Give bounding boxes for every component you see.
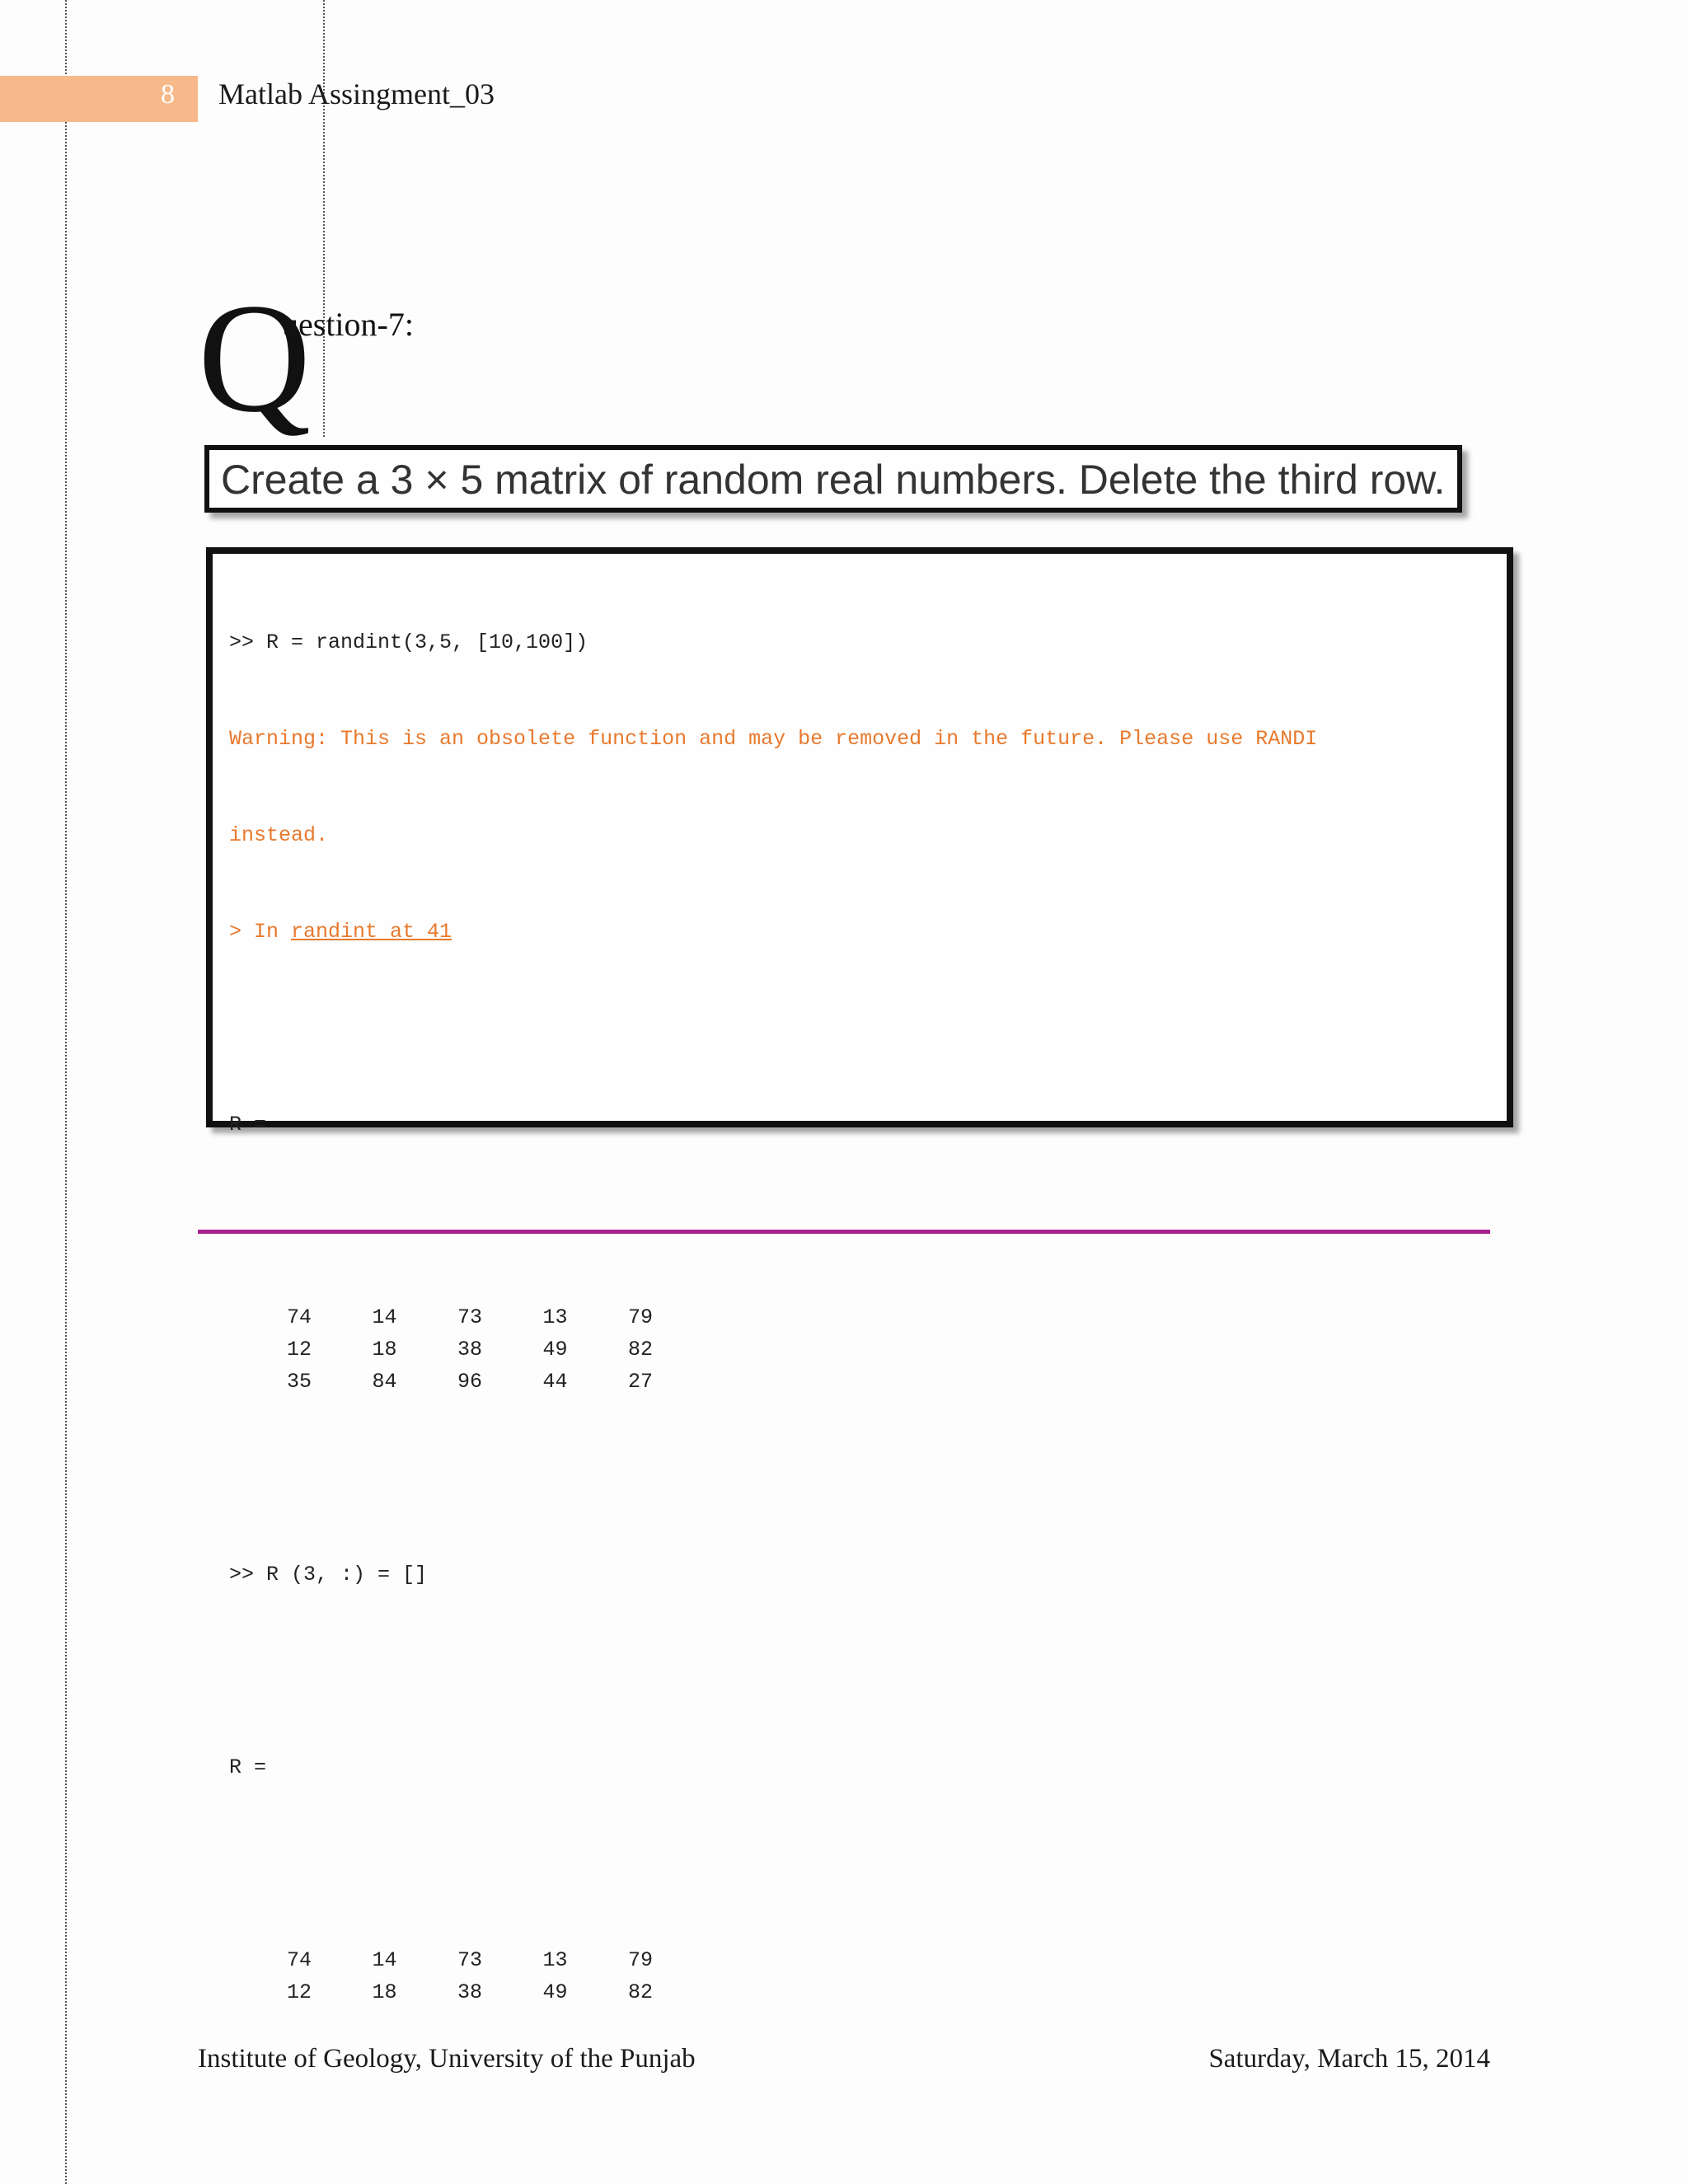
page-number: 8 [161, 79, 175, 110]
matrix-cell: 44 [542, 1370, 568, 1394]
matrix-cell: 79 [627, 1948, 653, 1972]
matrix-cell: 82 [627, 1980, 653, 2004]
trace-link[interactable]: randint at 41 [291, 920, 452, 944]
matrix-cell: 74 [286, 1948, 312, 1972]
matrix-cell: 14 [372, 1948, 397, 1972]
question-heading: uestion-7: [282, 306, 414, 343]
matrix-output-original [229, 1301, 1317, 1398]
variable-label: R = [229, 1113, 267, 1137]
footer-institution: Institute of Geology, University of the Punjab [198, 2044, 696, 2074]
matrix-cell: 12 [286, 1338, 312, 1361]
left-margin-guide [65, 0, 67, 2184]
question-prompt: Create a 3 × 5 matrix of random real numbers. Delete the third row. [221, 457, 1446, 503]
question-dropcap: Q [198, 272, 312, 445]
matrix-cell: 38 [457, 1980, 482, 2004]
matrix-cell: 84 [372, 1370, 397, 1394]
question-prompt-box [204, 445, 1462, 513]
matrix-cell: 18 [372, 1338, 397, 1361]
matrix-row [229, 1333, 1317, 1366]
matrix-cell: 18 [372, 1980, 397, 2004]
console-command: >> R (3, :) = [] [229, 1563, 428, 1586]
matrix-row [229, 1366, 1317, 1398]
console-command: >> R = randint(3,5, [10,100]) [229, 630, 588, 654]
section-divider [198, 1230, 1490, 1234]
matrix-cell: 73 [457, 1948, 482, 1972]
inner-margin-guide [323, 0, 325, 437]
matrix-cell: 35 [286, 1370, 312, 1394]
matrix-cell: 96 [457, 1370, 482, 1394]
trace-prefix: > In [229, 920, 292, 944]
matrix-cell: 38 [457, 1338, 482, 1361]
variable-label: R = [229, 1755, 267, 1779]
matrix-output-result [229, 1944, 1317, 2008]
matrix-cell: 14 [372, 1305, 397, 1329]
console-output [229, 562, 1317, 2073]
matrix-row [229, 1976, 1317, 2008]
matrix-cell: 73 [457, 1305, 482, 1329]
matrix-cell: 49 [542, 1338, 568, 1361]
matrix-cell: 27 [627, 1370, 653, 1394]
matrix-cell: 82 [627, 1338, 653, 1361]
matrix-row [229, 1301, 1317, 1333]
console-warning: Warning: This is an obsolete function and may be removed in the future. Please use RANDI [229, 727, 1318, 751]
matrix-row [229, 1944, 1317, 1976]
console-trace [229, 916, 1317, 948]
matrix-cell: 13 [542, 1948, 568, 1972]
header-title: Matlab Assingment_03 [218, 77, 495, 110]
matrix-cell: 79 [627, 1305, 653, 1329]
matlab-console-screenshot [206, 547, 1513, 2004]
matrix-cell: 74 [286, 1305, 312, 1329]
matrix-cell: 12 [286, 1980, 312, 2004]
console-warning: instead. [229, 823, 329, 847]
matrix-cell: 49 [542, 1980, 568, 2004]
matrix-cell: 13 [542, 1305, 568, 1329]
footer-date: Saturday, March 15, 2014 [1208, 2044, 1490, 2074]
